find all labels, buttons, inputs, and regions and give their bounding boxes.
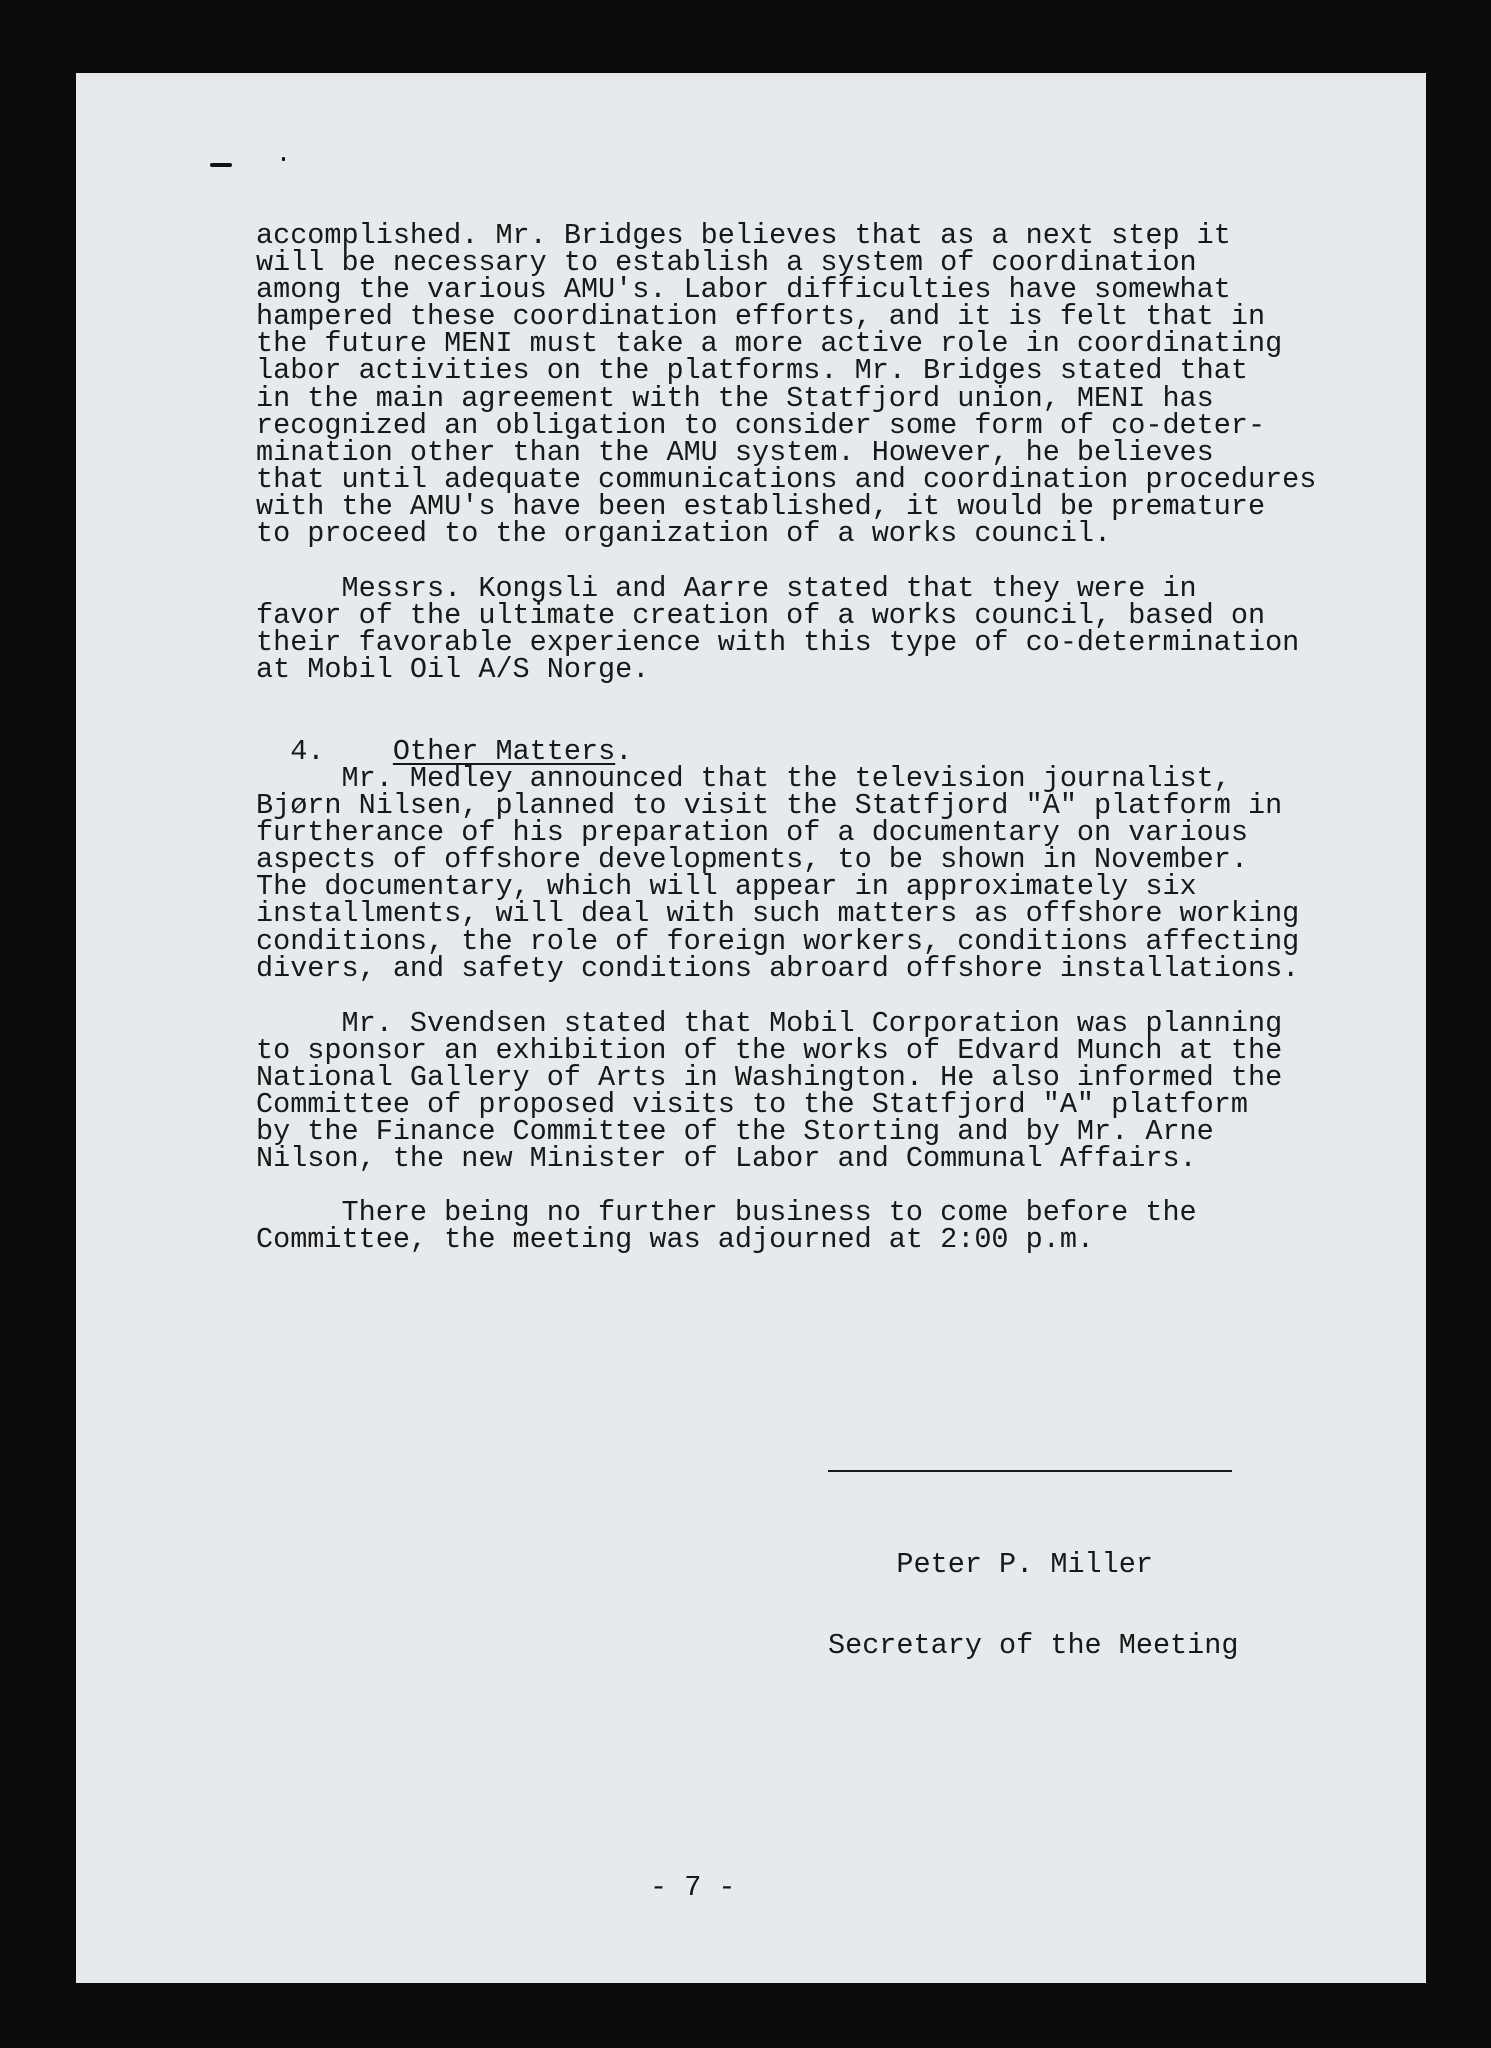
page-number: - 7 - [650,1871,736,1904]
paragraph-4 [256,1007,1283,1176]
text-line: Bjørn Nilsen, planned to visit the Statfjord "A" platform in [256,789,1283,823]
text-line: Nilson, the new Minister of Labor and Communal Affairs. [256,1142,1197,1176]
signature-block [828,1497,1238,1687]
text-line: Messrs. Kongsli and Aarre stated that they were in [256,572,1197,605]
text-line: favor of the ultimate creation of a works council, based on [256,599,1266,633]
text-line: divers, and safety conditions abroard offshore installations. [256,951,1300,985]
text-line: There being no further business to come before the [256,1196,1197,1229]
text-line: Mr. Medley announced that the television journalist, [256,762,1231,795]
paragraph-1 [256,219,1317,551]
text-line: National Gallery of Arts in Washington. He also informed the [256,1061,1283,1095]
text-line: mination other than the AMU system. However, he believes [256,435,1214,469]
signature-line [828,1470,1232,1472]
text-line: conditions, the role of foreign workers, conditions affecting [256,924,1300,958]
paragraph-3 [256,762,1300,985]
signature-title: Secretary of the Meeting [828,1629,1239,1663]
text-line: to proceed to the organization of a works council. [256,517,1112,551]
ink-dot [282,157,285,161]
section-title: Other Matters [392,735,616,769]
paragraph-2 [256,572,1300,687]
section-title-suffix: . [615,735,633,769]
ink-mark [210,163,232,167]
text-line: at Mobil Oil A/S Norge. [256,653,650,687]
text-line: in the main agreement with the Statfjord union, MENI has [256,381,1214,415]
paragraph-5 [256,1196,1197,1257]
text-line: Committee, the meeting was adjourned at 2:00 p.m. [256,1223,1095,1257]
text-line: that until adequate communications and coordination procedures [256,462,1317,496]
text-line: with the AMU's have been established, it would be premature [256,489,1266,523]
text-line: Mr. Svendsen stated that Mobil Corporation was planning [256,1007,1283,1040]
text-line: labor activities on the platforms. Mr. Bridges stated that [256,354,1248,388]
text-line: will be necessary to establish a system of coordination [256,246,1197,280]
section-number: 4. [290,735,325,769]
text-line: to sponsor an exhibition of the works of Edvard Munch at the [256,1034,1283,1068]
text-line: the future MENI must take a more active role in coordinating [256,327,1283,361]
signature-name: Peter P. Miller [828,1548,1153,1582]
text-line: among the various AMU's. Labor difficulties have somewhat [256,273,1231,307]
text-line: hampered these coordination efforts, and it is felt that in [256,300,1266,334]
text-line: furtherance of his preparation of a documentary on various [256,816,1248,850]
text-line: accomplished. Mr. Bridges believes that as a next step it [256,219,1231,252]
text-line: recognized an obligation to consider some form of co-deter- [256,408,1266,442]
section-4-heading [256,711,633,769]
text-line: The documentary, which will appear in approximately six [256,870,1197,904]
text-line: Committee of proposed visits to the Statfjord "A" platform [256,1088,1248,1122]
text-line: aspects of offshore developments, to be shown in November. [256,843,1248,877]
text-line: by the Finance Committee of the Storting and by Mr. Arne [256,1115,1214,1149]
text-line: installments, will deal with such matters as offshore working [256,897,1300,931]
text-line: their favorable experience with this type of co-determination [256,626,1300,660]
